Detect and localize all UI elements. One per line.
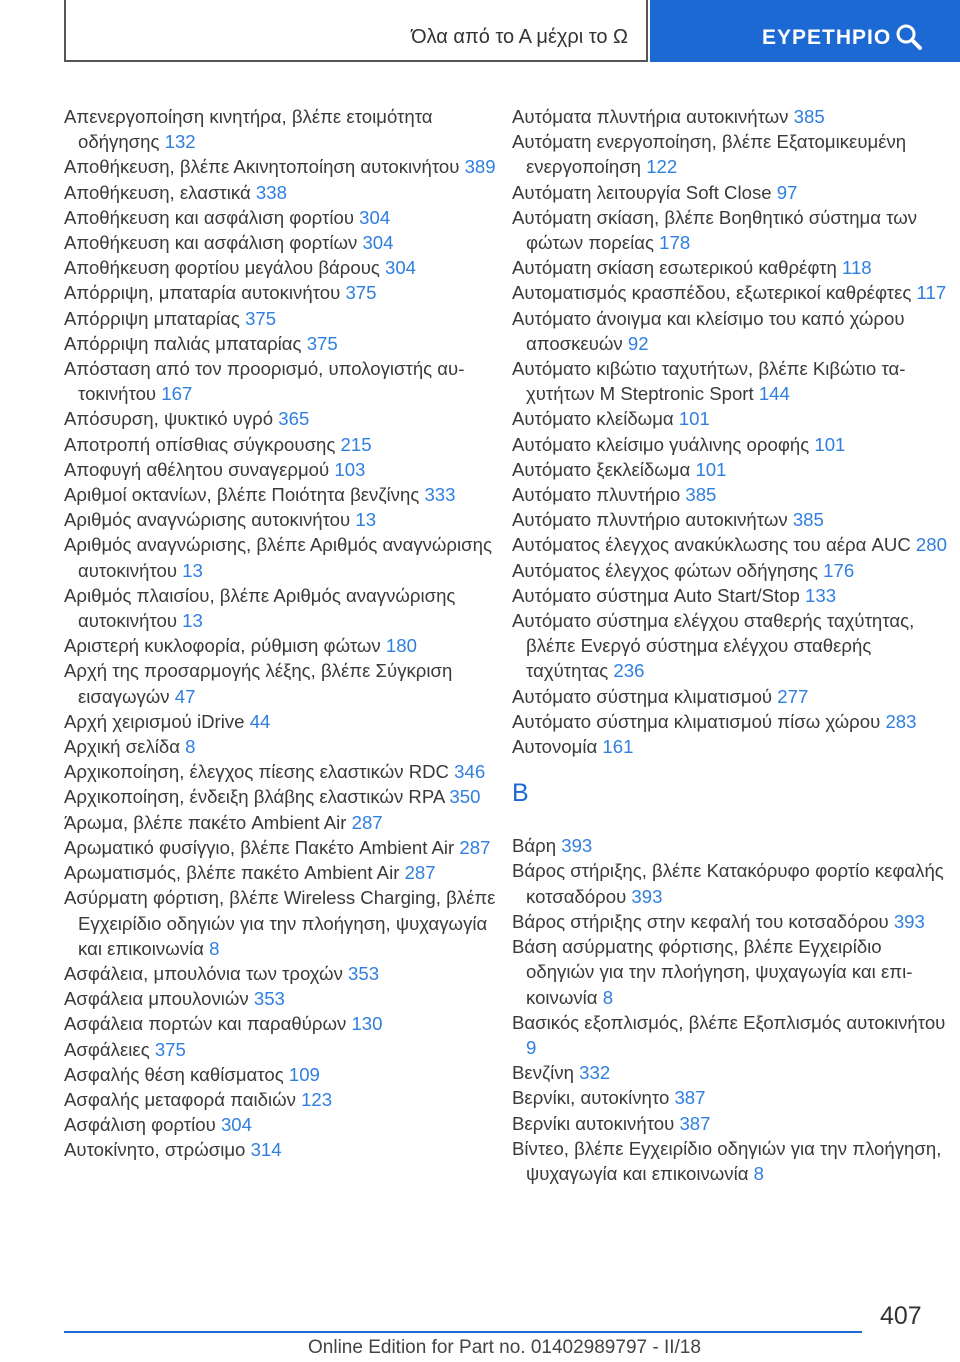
page-link[interactable]: 304 [220, 1114, 252, 1136]
header-tabs [64, 0, 960, 64]
index-entry-term: Αρχή χειρισμού iDrive [64, 710, 245, 732]
page-link[interactable]: 167 [161, 383, 193, 405]
index-entry-term: Απόρριψη μπαταρίας [64, 307, 240, 329]
page-link[interactable]: 8 [185, 736, 196, 758]
index-entry-term: Αρχή της προσαρμογής λέξης, βλέπε Σύγκριση εισαγωγών [64, 660, 453, 707]
page-link[interactable]: 332 [579, 1062, 611, 1084]
page-link[interactable]: 236 [613, 660, 645, 682]
index-entry-term: Αποθήκευση και ασφάλιση φορτίων [64, 232, 358, 254]
index-entry-term: Αρωματισμός, βλέπε πακέτο Ambient Air [64, 862, 400, 884]
index-entry [64, 1011, 504, 1036]
page-link[interactable]: 215 [340, 433, 372, 455]
page-link[interactable]: 161 [602, 736, 634, 758]
page-link[interactable]: 304 [385, 257, 417, 279]
index-entry-term: Ασφάλιση φορτίου [64, 1114, 216, 1136]
page-link[interactable]: 375 [245, 307, 277, 329]
index-entry-term: Αριθμός αναγνώρισης αυτοκινήτου [64, 509, 351, 531]
index-entry-term: Βάρος στήριξης στην κεφαλή του κοτσαδόρου [512, 910, 889, 932]
index-entry [64, 734, 504, 759]
index-entry-term: Αυτόματη ενεργοποίηση, βλέπε Εξατομικευμένη ενεργοποίηση [512, 131, 907, 178]
section-letter: Β [512, 779, 529, 808]
index-entry [64, 507, 504, 532]
page-link[interactable]: 123 [301, 1088, 333, 1110]
index-entry-term: Αποθήκευση, ελαστικά [64, 181, 251, 203]
page-link[interactable]: 97 [776, 181, 798, 203]
page-link[interactable]: 176 [823, 559, 855, 581]
index-entry-term: Αυτόματο σύστημα κλιματισμού πίσω χώρου [512, 710, 881, 732]
index-entry-term: Απενεργοποίηση κινητήρα, βλέπε ετοιμότητα οδήγησης [64, 106, 433, 153]
index-entry-term: Αυτόματα πλυντήρια αυτοκινήτων [512, 106, 789, 127]
index-entry-term: Αυτόματη σκίαση, βλέπε Βοηθητικό σύστημα των φώτων πορείας [512, 206, 918, 254]
index-entry [512, 104, 952, 129]
index-entry [64, 306, 504, 331]
index-entry [512, 507, 952, 532]
index-entry-term: Βάση ασύρματης φόρτισης, βλέπε Εγχειρίδιο οδηγιών για την πλοήγηση, ψυχαγωγία και επικοινωνία [512, 936, 913, 1008]
index-entry-term: Αριθμός αναγνώρισης, βλέπε Αριθμός αναγνώρισης αυτοκινήτου [64, 534, 492, 581]
index-entry [512, 1085, 952, 1110]
page-link[interactable]: 287 [404, 862, 436, 884]
index-entry [64, 255, 504, 280]
page-link[interactable]: 333 [424, 484, 456, 506]
index-entry-term: Αυτόματος έλεγχος ανακύκλωσης του αέρα AUC [512, 534, 911, 556]
page-link[interactable]: 353 [253, 988, 285, 1010]
index-entry [64, 1037, 504, 1062]
index-entry [64, 331, 504, 356]
index-entry [64, 633, 504, 658]
index-entry [64, 532, 504, 582]
index-entry [512, 909, 952, 934]
index-entry-term: Ασφάλεια πορτών και παραθύρων [64, 1013, 347, 1035]
index-entry-term: Αριθμοί οκτανίων, βλέπε Ποιότητα βενζίνης [64, 484, 420, 506]
index-entry [64, 759, 504, 784]
tab-a-to-z[interactable] [64, 0, 648, 62]
index-entry-term: Ασύρματη φόρτιση, βλέπε Wireless Charging, βλέπε Εγχειρίδιο οδηγιών για την πλοήγηση, ψυχαγωγία και επικοινωνία [64, 887, 496, 959]
index-entry-term: Αυτόματο σύστημα ελέγχου σταθερής ταχύτητας, βλέπε Ενεργό σύστημα ελέγχου σταθερής ταχύτητας [512, 610, 915, 682]
index-entry-term: Απόρριψη παλιάς μπαταρίας [64, 332, 302, 354]
page-link[interactable]: 375 [345, 282, 377, 304]
page-link[interactable]: 122 [646, 156, 678, 178]
index-entry [64, 986, 504, 1011]
page-link[interactable]: 180 [385, 635, 417, 657]
page-link[interactable]: 350 [449, 786, 481, 808]
footer-edition: Online Edition for Part no. 01402989797 - II/18 [308, 1337, 701, 1358]
index-entry [512, 280, 952, 305]
index-entry [512, 934, 952, 1010]
page-link[interactable]: 101 [695, 458, 727, 480]
index-entry-term: Αποθήκευση, βλέπε Ακινητοποίηση αυτοκινήτου [64, 156, 460, 178]
index-entry [64, 1112, 504, 1137]
page-link[interactable]: 92 [627, 332, 649, 354]
page-link[interactable]: 387 [674, 1087, 706, 1109]
index-entry [64, 406, 504, 431]
page-link[interactable]: 277 [777, 685, 809, 707]
index-entry-term: Ασφάλειες [64, 1038, 150, 1060]
index-entry [512, 482, 952, 507]
index-entry [512, 532, 952, 557]
index-entry-term: Βερνίκι αυτοκινήτου [512, 1112, 675, 1134]
index-entry [64, 205, 504, 230]
index-entry [512, 356, 952, 406]
index-entry [512, 457, 952, 482]
page-link[interactable]: 133 [805, 584, 837, 606]
index-entry-term: Βασικός εξοπλισμός, βλέπε Εξοπλισμός αυτοκινήτου [512, 1011, 946, 1033]
page-link[interactable]: 385 [792, 509, 824, 531]
page-link[interactable]: 385 [793, 106, 825, 127]
tab-index-label: ΕΥΡΕΤΗΡΙΟ [762, 26, 892, 49]
index-entry-term: Αριστερή κυκλοφορία, ρύθμιση φώτων [64, 635, 381, 657]
page-link[interactable]: 304 [362, 232, 394, 254]
page-link[interactable]: 8 [753, 1162, 765, 1184]
index-entry [512, 1010, 952, 1060]
index-entry-term: Αυτόματο σύστημα κλιματισμού [512, 685, 773, 707]
index-entry [512, 205, 952, 255]
index-entry [512, 684, 952, 709]
index-entry [64, 280, 504, 305]
index-entry [512, 1060, 952, 1085]
index-entry [64, 709, 504, 734]
index-entry [64, 810, 504, 835]
index-entry [64, 154, 504, 179]
page-link[interactable]: 13 [182, 559, 203, 581]
index-entry-term: Αποθήκευση φορτίου μεγάλου βάρους [64, 257, 380, 279]
index-entry [512, 1111, 952, 1136]
page-link[interactable]: 387 [679, 1112, 711, 1134]
index-entry-term: Αρχικοποίηση, έλεγχος πίεσης ελαστικών RDC [64, 761, 449, 783]
page-link[interactable]: 389 [464, 156, 496, 178]
page-link[interactable]: 130 [351, 1013, 383, 1035]
page-link[interactable]: 287 [459, 836, 491, 858]
page-link[interactable]: 287 [351, 811, 383, 833]
page-link[interactable]: 117 [916, 282, 947, 304]
page-link[interactable]: 132 [164, 131, 196, 153]
page-link[interactable]: 353 [348, 962, 380, 984]
index-entry-term: Αρχικοποίηση, ένδειξη βλάβης ελαστικών RPA [64, 786, 445, 808]
page-link[interactable]: 101 [678, 408, 710, 430]
page-link[interactable]: 144 [758, 383, 790, 405]
page-link[interactable]: 346 [454, 761, 486, 783]
index-entry-term: Ασφαλής μεταφορά παιδιών [64, 1088, 296, 1110]
page-link[interactable]: 9 [526, 1036, 537, 1058]
index-entry [512, 406, 952, 431]
index-entry [512, 833, 952, 858]
index-entry [512, 180, 952, 205]
index-entry-term: Απόρριψη, μπαταρία αυτοκινήτου [64, 282, 341, 304]
page-link[interactable]: 8 [602, 986, 614, 1008]
page-link[interactable]: 47 [174, 685, 196, 707]
index-entry-term: Αυτόματο πλυντήριο [512, 484, 681, 506]
index-entry [64, 457, 504, 482]
index-entry-term: Άρωμα, βλέπε πακέτο Ambient Air [64, 811, 347, 833]
index-entry-term: Βερνίκι, αυτοκίνητο [512, 1087, 670, 1109]
index-entry-term: Ασφάλεια, μπουλόνια των τροχών [64, 962, 343, 984]
index-entry-term: Αυτόματο σύστημα Auto Start/Stop [512, 584, 800, 606]
index-entry-term: Αποτροπή οπίσθιας σύγκρουσης [64, 433, 336, 455]
page-link[interactable]: 44 [249, 710, 271, 732]
page-link[interactable]: 118 [842, 257, 872, 279]
index-entry [512, 734, 952, 759]
page-link[interactable]: 109 [288, 1063, 320, 1085]
index-entry [64, 583, 504, 633]
index-entry-term: Αυτόματο πλυντήριο αυτοκινήτων [512, 509, 788, 531]
index-entry-term: Αυτόματο κλείσιμο γυάλινης οροφής [512, 433, 810, 455]
index-entry-term: Αυτόματος έλεγχος φώτων οδήγησης [512, 559, 818, 581]
index-entry-term: Αριθμός πλαισίου, βλέπε Αριθμός αναγνώρισης αυτοκινήτου [64, 584, 456, 632]
index-entry-term: Αποφυγή αθέλητου συναγερμού [64, 458, 330, 480]
index-entry [512, 255, 952, 280]
page-link[interactable]: 13 [182, 610, 203, 632]
index-entry-term: Ασφάλεια μπουλονιών [64, 988, 249, 1010]
index-entry [512, 858, 952, 908]
index-entry-term: Βάρη [512, 835, 557, 857]
index-entry-term: Αυτόματο κλείδωμα [512, 408, 674, 430]
index-entry [512, 1136, 952, 1186]
index-entry [512, 709, 952, 734]
index-entry-term: Βάρος στήριξης, βλέπε Κατακόρυφο φορτίο κεφαλής κοτσαδόρου [512, 860, 944, 907]
index-group-beta [512, 833, 952, 1186]
tab-index[interactable] [650, 0, 960, 62]
index-entry-term: Αυτόματο κιβώτιο ταχυτήτων, βλέπε Κιβώτιο ταχυτήτων M Steptronic Sport [512, 358, 906, 405]
index-entry [64, 104, 504, 154]
index-entry [64, 432, 504, 457]
footer-divider [64, 1331, 862, 1333]
page-link[interactable]: 280 [915, 534, 947, 556]
index-entry [64, 1087, 504, 1112]
index-entry-term: Απόσυρση, ψυκτικό υγρό [64, 408, 274, 430]
index-entry [512, 432, 952, 457]
page-link[interactable]: 8 [209, 937, 220, 959]
index-entry-term: Αρωματικό φυσίγγιο, βλέπε Πακέτο Ambient Air [64, 836, 455, 858]
page-link[interactable]: 338 [255, 181, 287, 203]
index-entry [64, 961, 504, 986]
page-link[interactable]: 393 [561, 835, 593, 857]
index-entry [64, 1137, 504, 1162]
page-link[interactable]: 393 [893, 910, 925, 932]
index-entry [512, 306, 952, 356]
index-column-right [512, 104, 952, 1186]
page-link[interactable]: 375 [154, 1038, 186, 1060]
index-entry-term: Αυτόματη σκίαση εσωτερικού καθρέφτη [512, 257, 837, 279]
page-link[interactable]: 365 [278, 408, 310, 430]
index-entry [64, 835, 504, 860]
index-entry [64, 885, 504, 961]
index-entry [64, 230, 504, 255]
index-entry [64, 180, 504, 205]
page-link[interactable]: 375 [306, 332, 338, 354]
index-entry-term: Ασφαλής θέση καθίσματος [64, 1063, 284, 1085]
search-icon[interactable] [894, 22, 924, 57]
page-link[interactable]: 283 [885, 710, 917, 732]
index-entry-term: Αυτοκίνητο, στρώσιμο [64, 1139, 246, 1161]
page-link[interactable]: 13 [355, 509, 377, 531]
index-entry-term: Αυτοματισμός κρασπέδου, εξωτερικοί καθρέφτες [512, 282, 912, 304]
index-entry-term: Αποθήκευση και ασφάλιση φορτίου [64, 206, 354, 228]
index-entry [64, 356, 504, 406]
page-link[interactable]: 385 [685, 484, 717, 506]
page-link[interactable]: 304 [359, 206, 391, 228]
index-entry-term: Αυτονομία [512, 736, 598, 758]
page-link[interactable]: 103 [334, 458, 366, 480]
index-entry [512, 583, 952, 608]
index-entry-term: Αυτόματη λειτουργία Soft Close [512, 181, 772, 203]
index-entry-term: Αυτόματο άνοιγμα και κλείσιμο του καπό χώρου αποσκευών [512, 307, 905, 354]
index-entry [512, 129, 952, 179]
index-entry-term: Βίντεο, βλέπε Εγχειρίδιο οδηγιών για την πλοήγηση, ψυχαγωγία και επικοινωνία [512, 1137, 942, 1184]
page-link[interactable]: 314 [250, 1139, 282, 1161]
index-entry-term: Απόσταση από τον προορισμό, υπολογιστής αυτοκινήτου [64, 358, 465, 405]
page-link[interactable]: 178 [659, 232, 691, 254]
page-link[interactable]: 393 [631, 885, 663, 907]
index-entry [64, 860, 504, 885]
index-entry-term: Αυτόματο ξεκλείδωμα [512, 458, 691, 480]
tab-a-to-z-label: Όλα από το Α μέχρι το Ω [411, 26, 628, 48]
index-entry [64, 1062, 504, 1087]
index-entry [64, 658, 504, 708]
index-entry [64, 482, 504, 507]
page-number: 407 [880, 1302, 922, 1330]
index-group-alpha [512, 104, 952, 759]
page-link[interactable]: 101 [814, 433, 846, 455]
index-entry-term: Βενζίνη [512, 1062, 574, 1084]
index-entry [64, 784, 504, 809]
index-column-left [64, 104, 504, 1163]
index-entry [512, 558, 952, 583]
index-entry [512, 608, 952, 684]
index-entry-term: Αρχική σελίδα [64, 736, 180, 758]
